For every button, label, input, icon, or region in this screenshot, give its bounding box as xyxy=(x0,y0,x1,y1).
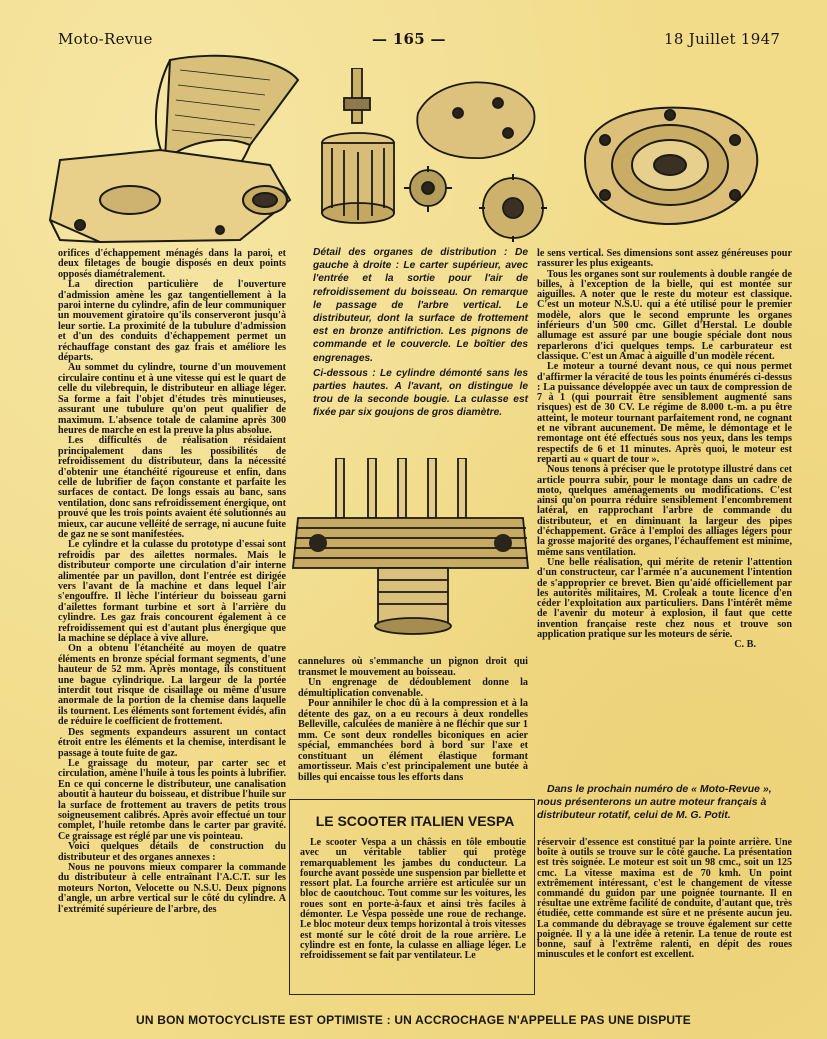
article-column-3 xyxy=(537,249,792,651)
caption-details: Détail des organes de distribution : De gauche à droite : Le carter supérieur, avec l'entrée et la sortie pour l'air de refroidissement du boisseau. On remarque le passage de l'arbre vertical. Le distributeur, dont la surface de frottement est en bronze antifriction. Les pignons de commande et le couvercle. Le boîtier des engrenages. xyxy=(313,247,528,364)
issue-date: 18 Juillet 1947 xyxy=(664,30,781,48)
paragraph: Voici quelques détails de construction du distributeur et des organes annexes : xyxy=(58,841,286,863)
pavillon-illustration xyxy=(40,50,302,245)
next-issue-note xyxy=(537,783,792,822)
article-column-1 xyxy=(58,249,286,915)
paragraph: Le cylindre et la culasse du prototype d'essai sont refroidis par des ailettes normales. Mais le distributeur comporte une circulation d'air interne alimentée par un pavillon, dont l'entrée est dirigée vers l'avant de la machine et dans lequel l'air s'engouffre. Il lèche l'intérieur du boisseau garni d'ailettes formant turbine et sort à l'arrière du cylindre. Les gaz frais concourent également à ce refroidissement qui est d'autant plus énergique que la machine se déplace à vive allure. xyxy=(58,539,286,645)
paragraph: Pour annihiler le choc dû à la compression et à la détente des gaz, on a eu recours à deux rondelles Belleville, calculées de manière à ne fléchir que sur 1 mm. Ce sont deux rondelles biconiques en acier spécial, emmanchées bord à bord sur l'axe et constituant un élément élastique formant amortisseur. Mais c'est principalement une butée à billes qui encaisse tous les efforts dans xyxy=(298,698,528,783)
paragraph: Un engrenage de dédoublement donne la démultiplication convenable. xyxy=(298,677,528,699)
caption-below: Ci-dessous : Le cylindre démonté sans les parties hautes. A l'avant, on distingue le trou de la seconde bougie. La culasse est fixée par six goujons de gros diamètre. xyxy=(313,367,528,419)
vespa-column-a xyxy=(300,838,526,962)
cylindre-illustration xyxy=(575,100,765,230)
paragraph: le sens vertical. Ses dimensions sont assez généreuses pour rassurer les plus exigeants. xyxy=(537,248,792,270)
vespa-title: LE SCOOTER ITALIEN VESPA xyxy=(315,813,515,829)
paragraph: On a obtenu l'étanchéité au moyen de quatre éléments en bronze spécial formant segments, d'une hauteur de 52 mm. Après montage, ils constituent une bague cylindrique. La largeur de la portée interdit tout risque de cisaillage ou même d'usure anormale de la portion de la chemise dans laquelle ils tournent. Les éléments sont fortement évidés, afin de réduire le coefficient de frottement. xyxy=(58,643,286,728)
cylindre-ailettes-illustration xyxy=(288,458,533,636)
paragraph: réservoir d'essence est constitué par la pointe arrière. Une boîte à outils se trouve sur le côté gauche. La présentation est très soignée. Le moteur est soit un 98 cmc., soit un 125 cmc. La vitesse maxima est de 70 kmh. Un point extrêmement intéressant, c'est le changement de vitesse commandé du guidon par une poignée tournante. Il en résultae une extrême facilité de conduite, d'autant que, très étudiée, cette commande est sûre et ne présente aucun jeu. La commande du débrayage se trouve également sur cette poignée. Il y a là une idée à retenir. La tenue de route est bonne, sauf à l'extrême ralenti, en dépit des roues minuscules et le confort est excellent. xyxy=(537,837,792,961)
paragraph: Le moteur a tourné devant nous, ce qui nous permet d'affirmer la véracité de tous les points énumérés ci-dessus : La puissance développée avec un taux de compression de 7 à 1 (qui pourrait être sensiblement augmenté sans risques) est de 30 CV. Le régime de 8.000 t.-m. a pu être atteint, le moteur tournant parfaitement rond, ne cognant et ne vibrant aucunement. De même, le démontage et le remontage ont été effectués sous nos yeux, dans les temps respectifs de 6 et 11 minutes. Après quoi, le moteur est reparti au « quart de tour ». xyxy=(537,361,792,465)
paragraph: Le scooter Vespa a un châssis en tôle emboutie avec un véritable tablier qui protège remarquablement les jambes du conducteur. La fourche avant possède une suspension par biellette et ressort plat. La fourche arrière est articulée sur un bloc de caoutchouc. Tout comme sur les voitures, les roues sont en porte-à-faux et ainsi très faciles à démonter. Le Vespa possède une roue de rechange. Le bloc moteur deux temps horizontal à trois vitesses est monté sur le côté droit de la roue arrière. Le cylindre est en fonte, la culasse en alliage léger. Le refroidissement se fait par ventilateur. Le xyxy=(300,837,526,962)
paragraph: Le graissage du moteur, par carter sec et circulation, amène l'huile à tous les points à lubrifier. En ce qui concerne le distributeur, une canalisation aboutit à hauteur du boisseau, et distribue l'huile sur la surface de frottement au travers de petits trous soigneusement calibrés. Après avoir effectué un tour complet, l'huile retombe dans le carter par gravité. Ce graissage est réglé par une vis pointeau. xyxy=(58,757,286,842)
paragraph: Les difficultés de réalisation résidaient principalement dans les possibilités de refroidissement du distributeur, dans la nécessité d'obtenir une étanchéité rigoureuse et enfin, dans celle de lubrifier de façon constante et parfaite les surfaces de contact. De longs essais au banc, sans ventilation, donc sans refroidissement énergique, ont prouvé que les trois points avaient été solutionnés au mieux, car aucune velléité de serrage, ni aucune fuite de gaz ne se sont manifestées. xyxy=(58,435,286,540)
magazine-name: Moto-Revue xyxy=(58,30,153,48)
paragraph: Au sommet du cylindre, tourne d'un mouvement circulaire continu et à une vitesse qui est le quart de celle du vilebrequin, le distributeur en alliage léger. Sa forme a fait l'objet d'études très minutieuses, assurant une tubulure qu'on peut qualifier de maximum. L'absence totale de calamine après 300 heures de marche en est la preuve la plus absolue. xyxy=(58,362,286,436)
paragraph: orifices d'échappement ménagés dans la paroi, et deux filetages de bougie disposés en deux points opposés diamétralement. xyxy=(58,248,286,280)
page-number: — 165 — xyxy=(372,30,446,48)
distributeur-illustration xyxy=(308,68,573,243)
paragraph: Une belle réalisation, qui mérite de retenir l'attention d'un constructeur, car l'armée n'a aucunement l'intention de s'approprier ce brevet. Bien qu'aidé officiellement par les autorités militaires, M. Croleak a toute licence d'en céder l'exploitation aux particuliers. Dans l'intérêt même de l'avenir du moteur à explosion, il faut que cette invention française reste chez nous et trouve son application pratique sur les moteurs de série. xyxy=(537,556,792,640)
paragraph: Nous ne pouvons mieux comparer la commande du distributeur à celle entraînant l'A.C.T. sur les moteurs Norton, Velocette ou N.S.U. Deux pignons d'angle, un arbre vertical sur le côté du cylindre. A l'extrémité supérieure de l'arbre, des xyxy=(58,861,286,915)
figure-caption xyxy=(313,246,528,420)
vespa-column-b xyxy=(537,838,792,960)
paragraph: cannelures où s'emmanche un pignon droit qui transmet le mouvement au boisseau. xyxy=(298,656,528,678)
paragraph: Des segments expandeurs assurent un contact étroit entre les éléments et la chemise, interdisant le passage à toute fuite de gaz. xyxy=(58,726,286,759)
signature: C. B. xyxy=(734,639,756,651)
paragraph: Tous les organes sont sur roulements à double rangée de billes, à l'exception de la bielle, qui est montée sur aiguilles. A noter que le reste du moteur est classique. C'est un moteur N.S.U. qui a été utilisé pour le premier modèle, alors que le second emprunte les organes inférieurs d'un 500 cmc. Gillet d'Herstal. Le double allumage est assuré par une bougie spéciale dont nous reparlerons d'ici quelques temps. Le carburateur est classique. C'est un Amac à aiguille d'un modèle récent. xyxy=(537,268,792,362)
article-column-2 xyxy=(298,657,528,783)
paragraph: La direction particulière de l'ouverture d'admission amène les gaz tangentiellement à la paroi interne du cylindre, afin de leur communiquer un mouvement giratoire qu'ils conserveront jusqu'à leur sortie. La proximité de la tubulure d'admission et d'un des conduits d'échappement permet un réchauffage constant des gaz frais et améliore les départs. xyxy=(58,279,286,364)
page-footer-slogan: UN BON MOTOCYCLISTE EST OPTIMISTE : UN ACCROCHAGE N'APPELLE PAS UNE DISPUTE xyxy=(136,1013,691,1027)
paragraph: Nous tenons à préciser que le prototype illustré dans cet article pourra subir, pour le montage dans un cadre de moto, quelques aménagements ou modifications. C'est ainsi qu'on pourra réduire sensiblement l'encombrement latéral, en rapprochant l'arbre de commande du distributeur, et en diminuant la largeur des pipes d'échappement. Grâce à l'emploi des alliages légers pour la grosse majorité des organes, l'échauffement est minime, même sans ventilation. xyxy=(537,464,792,558)
next-issue-text: Dans le prochain numéro de « Moto-Revue », nous présenterons un autre moteur français à distributeur rotatif, celui de M. G. Potit. xyxy=(537,783,772,821)
